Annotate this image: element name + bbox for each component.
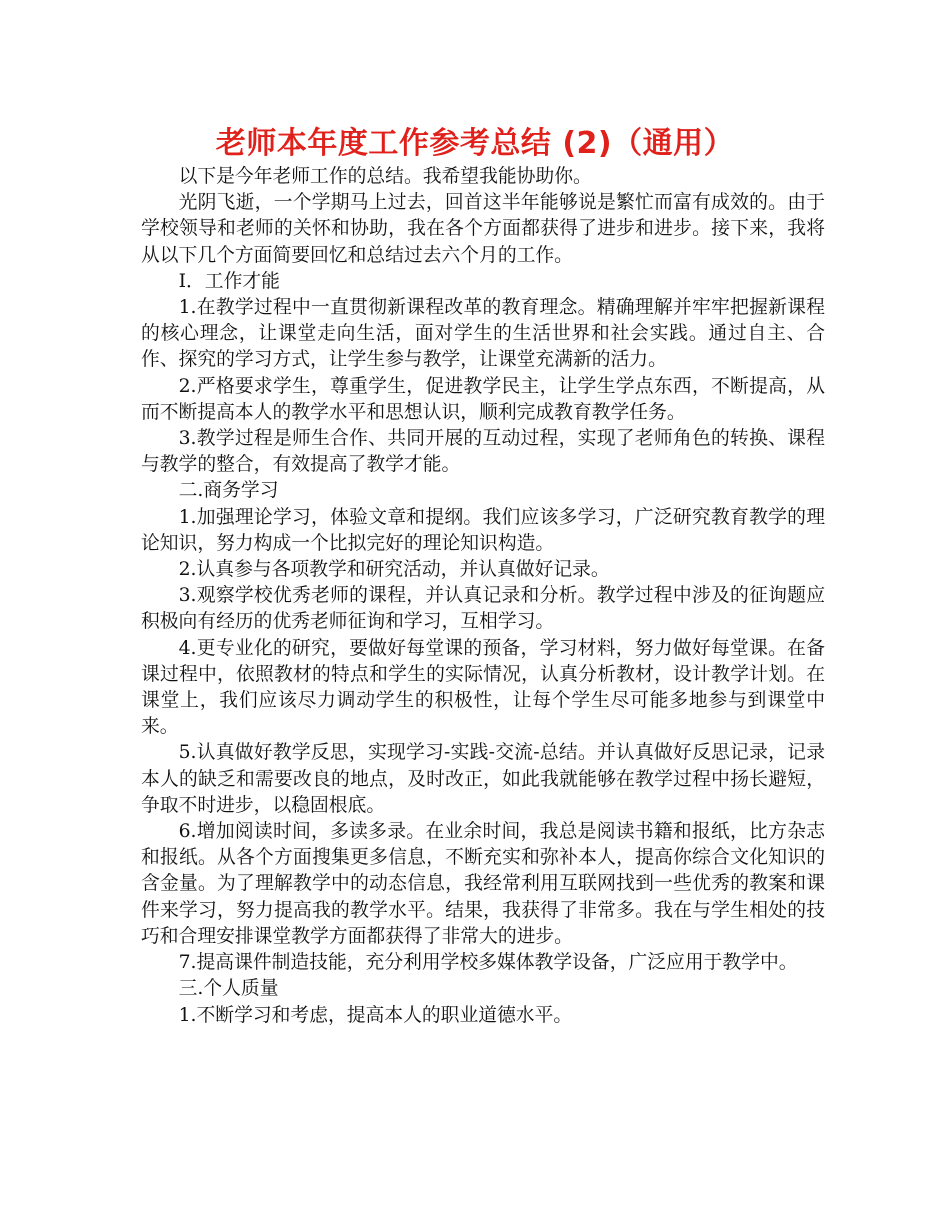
paragraph-item: 2.严格要求学生，尊重学生，促进教学民主，让学生学点东西，不断提高，从而不断提高本人的教学水平和思想认识，顺利完成教育教学任务。 [141,375,825,423]
paragraph-item: 6.增加阅读时间，多读多录。在业余时间，我总是阅读书籍和报纸，比方杂志和报纸。从各个方面搜集更多信息，不断充实和弥补本人，提高你综合文化知识的含金量。为了理解教学中的动态信息，我经常利用互联网找到一些优秀的教案和课件来学习，努力提高我的教学水平。结果，我获得了非常多。我在与学生相处的技巧和合理安排课堂教学方面都获得了非常大的进步。 [141,821,825,947]
paragraph-item: 3.观察学校优秀老师的课程，并认真记录和分析。教学过程中涉及的征询题应积极向有经历的优秀老师征询和学习，互相学习。 [141,585,825,633]
paragraph-item: 5.认真做好教学反思，实现学习-实践-交流-总结。并认真做好反思记录，记录本人的缺乏和需要改良的地点，及时改正，如此我就能够在教学过程中扬长避短，争取不时进步，以稳固根底。 [141,742,825,816]
paragraph-item: 2.认真参与各项教学和研究活动，并认真做好记录。 [178,559,610,581]
paragraph-intro: 以下是今年老师工作的总结。我希望我能协助你。 [178,166,592,187]
section-heading-work-ability: Ⅰ．工作才能 [178,270,280,292]
paragraph-item: 1.在教学过程中一直贯彻新课程改革的教育理念。精确理解并牢牢把握新课程的核心理念，让课堂走向生活，面对学生的生活世界和社会实践。通过自主、合作、探究的学习方式，让学生参与教学，让课堂充满新的活力。 [141,297,825,371]
paragraph-item: 7.提高课件制造技能，充分利用学校多媒体教学设备，广泛应用于教学中。 [178,952,798,974]
paragraph-item: 4.更专业化的研究，要做好每堂课的预备，学习材料，努力做好每堂课。在备课过程中，依照教材的特点和学生的实际情况，认真分析教材，设计教学计划。在课堂上，我们应该尽力调动学生的积极性，让每个学生尽可能多地参与到课堂中来。 [141,637,825,738]
paragraph-item: 1.不断学习和考虑，提高本人的职业道德水平。 [178,1004,573,1026]
paragraph-overview: 光阴飞逝，一个学期马上过去，回首这半年能够说是繁忙而富有成效的。由于学校领导和老师的关怀和协助，我在各个方面都获得了进步和进步。接下来，我将从以下几个方面简要回忆和总结过去六个月的工作。 [141,192,825,266]
section-heading-business-study: 二.商务学习 [178,480,279,502]
document-title: 老师本年度工作参考总结 (2)（通用） [215,126,735,161]
section-heading-personal-quality: 三.个人质量 [178,978,279,1000]
paragraph-item: 3.教学过程是师生合作、共同开展的互动过程，实现了老师角色的转换、课程与教学的整合，有效提高了教学才能。 [141,428,825,476]
paragraph-item: 1.加强理论学习，体验文章和提纲。我们应该多学习，广泛研究教育教学的理论知识，努力构成一个比拟完好的理论知识构造。 [141,506,825,554]
document-body [141,164,825,1029]
